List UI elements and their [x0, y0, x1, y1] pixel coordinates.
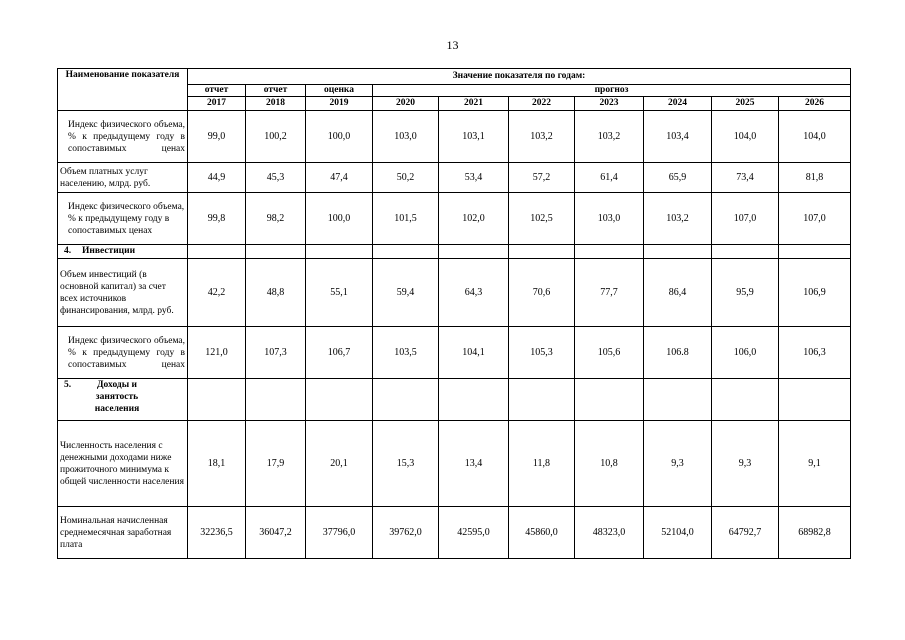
empty-cell [779, 245, 851, 259]
value-cell: 20,1 [306, 421, 373, 507]
type-header-2017: отчет [188, 85, 246, 97]
value-cell: 15,3 [373, 421, 439, 507]
empty-cell [306, 379, 373, 421]
name-column-header: Наименование показателя [58, 69, 188, 111]
table-header [58, 69, 851, 111]
empty-cell [575, 245, 644, 259]
section-number: 4. [64, 246, 72, 256]
value-cell: 106.8 [644, 327, 712, 379]
indicators-table [57, 68, 851, 559]
indicator-name: Численность населения с денежными доходами ниже прожиточного минимума к общей численности населения [58, 421, 188, 507]
empty-cell [306, 245, 373, 259]
section-row [58, 245, 851, 259]
empty-cell [188, 245, 246, 259]
empty-cell [779, 379, 851, 421]
value-cell: 36047,2 [246, 507, 306, 559]
value-cell: 106,0 [712, 327, 779, 379]
value-cell: 65,9 [644, 163, 712, 193]
value-cell: 103,4 [644, 111, 712, 163]
year-header: 2021 [439, 97, 509, 111]
value-cell: 101,5 [373, 193, 439, 245]
section-title [58, 245, 188, 259]
year-header: 2020 [373, 97, 439, 111]
value-cell: 70,6 [509, 259, 575, 327]
value-cell: 42595,0 [439, 507, 509, 559]
table-row [58, 259, 851, 327]
value-cell: 106,7 [306, 327, 373, 379]
value-cell: 107,0 [712, 193, 779, 245]
empty-cell [439, 379, 509, 421]
value-cell: 10,8 [575, 421, 644, 507]
table-row [58, 421, 851, 507]
value-cell: 53,4 [439, 163, 509, 193]
table-row [58, 163, 851, 193]
value-cell: 45860,0 [509, 507, 575, 559]
value-cell: 77,7 [575, 259, 644, 327]
section-name: Доходы и занятость населения [94, 380, 140, 414]
empty-cell [439, 245, 509, 259]
value-cell: 61,4 [575, 163, 644, 193]
table-body [58, 111, 851, 559]
value-cell: 104,0 [712, 111, 779, 163]
value-cell: 18,1 [188, 421, 246, 507]
value-cell: 106,3 [779, 327, 851, 379]
value-cell: 100,2 [246, 111, 306, 163]
type-header-2019: оценка [306, 85, 373, 97]
value-cell: 103,2 [509, 111, 575, 163]
indicator-name: Индекс физического объема, % к предыдущему году в сопоставимых ценах [58, 111, 188, 163]
value-cell: 57,2 [509, 163, 575, 193]
value-cell: 102,0 [439, 193, 509, 245]
value-cell: 50,2 [373, 163, 439, 193]
value-cell: 103,2 [575, 111, 644, 163]
section-row [58, 379, 851, 421]
value-cell: 42,2 [188, 259, 246, 327]
section-title [58, 379, 188, 421]
value-cell: 98,2 [246, 193, 306, 245]
year-header: 2022 [509, 97, 575, 111]
value-cell: 103,0 [373, 111, 439, 163]
value-cell: 68982,8 [779, 507, 851, 559]
value-cell: 39762,0 [373, 507, 439, 559]
value-cell: 52104,0 [644, 507, 712, 559]
value-cell: 100,0 [306, 111, 373, 163]
value-cell: 103,5 [373, 327, 439, 379]
value-cell: 104,1 [439, 327, 509, 379]
value-cell: 13,4 [439, 421, 509, 507]
empty-cell [246, 245, 306, 259]
value-cell: 100,0 [306, 193, 373, 245]
empty-cell [509, 245, 575, 259]
value-cell: 121,0 [188, 327, 246, 379]
empty-cell [644, 379, 712, 421]
value-cell: 105,3 [509, 327, 575, 379]
table-row [58, 111, 851, 163]
empty-cell [373, 379, 439, 421]
year-header: 2023 [575, 97, 644, 111]
year-header: 2019 [306, 97, 373, 111]
value-cell: 105,6 [575, 327, 644, 379]
indicator-name: Объем платных услуг населению, млрд. руб. [58, 163, 188, 193]
value-cell: 73,4 [712, 163, 779, 193]
value-cell: 47,4 [306, 163, 373, 193]
section-number: 5. [64, 380, 72, 390]
value-cell: 103,0 [575, 193, 644, 245]
page-number: 13 [446, 38, 459, 52]
value-cell: 107,0 [779, 193, 851, 245]
value-cell: 9,1 [779, 421, 851, 507]
value-cell: 64792,7 [712, 507, 779, 559]
value-cell: 95,9 [712, 259, 779, 327]
year-header: 2018 [246, 97, 306, 111]
indicator-name: Индекс физического объема, % к предыдущему году в сопоставимых ценах [58, 193, 188, 245]
empty-cell [246, 379, 306, 421]
value-cell: 32236,5 [188, 507, 246, 559]
value-cell: 37796,0 [306, 507, 373, 559]
indicator-name: Индекс физического объема, % к предыдущему году в сопоставимых ценах [58, 327, 188, 379]
value-cell: 45,3 [246, 163, 306, 193]
empty-cell [188, 379, 246, 421]
section-name: Инвестиции [82, 246, 136, 256]
year-header: 2026 [779, 97, 851, 111]
value-cell: 17,9 [246, 421, 306, 507]
value-cell: 48,8 [246, 259, 306, 327]
empty-cell [509, 379, 575, 421]
value-cell: 107,3 [246, 327, 306, 379]
value-cell: 59,4 [373, 259, 439, 327]
empty-cell [712, 379, 779, 421]
value-cell: 11,8 [509, 421, 575, 507]
value-cell: 104,0 [779, 111, 851, 163]
indicator-name: Номинальная начисленная среднемесячная заработная плата [58, 507, 188, 559]
value-cell: 9,3 [712, 421, 779, 507]
value-cell: 44,9 [188, 163, 246, 193]
type-header-2018: отчет [246, 85, 306, 97]
value-cell: 106,9 [779, 259, 851, 327]
year-header: 2017 [188, 97, 246, 111]
value-cell: 55,1 [306, 259, 373, 327]
value-cell: 86,4 [644, 259, 712, 327]
empty-cell [575, 379, 644, 421]
empty-cell [712, 245, 779, 259]
value-cell: 64,3 [439, 259, 509, 327]
value-cell: 48323,0 [575, 507, 644, 559]
table-row [58, 327, 851, 379]
value-cell: 9,3 [644, 421, 712, 507]
value-cell: 102,5 [509, 193, 575, 245]
value-cell: 99,0 [188, 111, 246, 163]
value-cell: 81,8 [779, 163, 851, 193]
empty-cell [373, 245, 439, 259]
year-header: 2025 [712, 97, 779, 111]
empty-cell [644, 245, 712, 259]
year-header: 2024 [644, 97, 712, 111]
table-row [58, 193, 851, 245]
indicator-name: Объем инвестиций (в основной капитал) за счет всех источников финансирования, млрд. руб. [58, 259, 188, 327]
values-title-header: Значение показателя по годам: [188, 69, 851, 85]
forecast-header: прогноз [373, 85, 851, 97]
table-row [58, 507, 851, 559]
value-cell: 103,1 [439, 111, 509, 163]
value-cell: 103,2 [644, 193, 712, 245]
value-cell: 99,8 [188, 193, 246, 245]
